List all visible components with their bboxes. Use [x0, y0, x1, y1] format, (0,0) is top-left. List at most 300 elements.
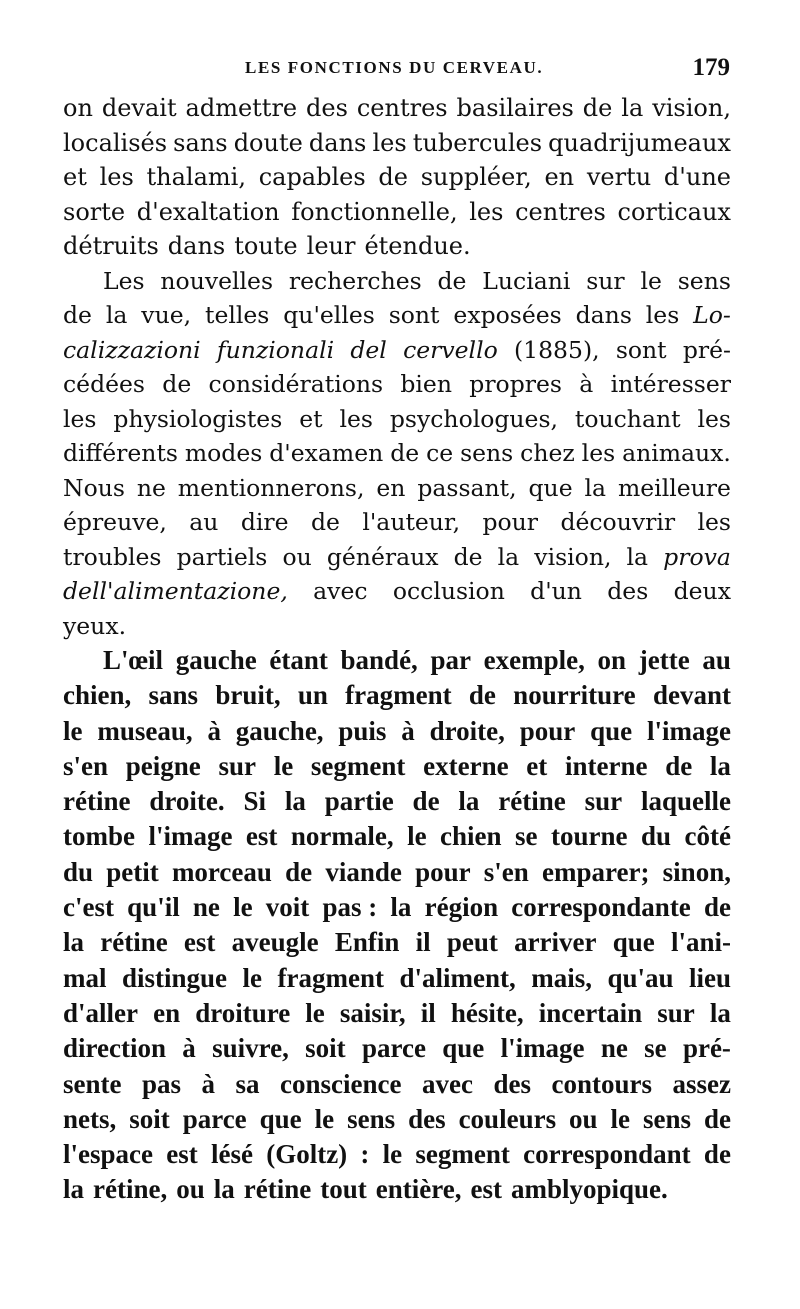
word: l'ani-	[670, 927, 731, 958]
word: le	[242, 962, 263, 993]
word: qu'elles	[283, 301, 375, 329]
word: recherches	[288, 266, 422, 295]
word: chien	[440, 821, 502, 852]
word: petit	[106, 856, 159, 887]
word: bandé,	[340, 645, 418, 675]
word: de	[703, 892, 731, 923]
word: exposées	[453, 301, 562, 329]
text-line	[63, 609, 731, 644]
word: dans	[575, 301, 632, 329]
word: distingue	[121, 962, 228, 993]
text-line	[63, 126, 731, 161]
word: mal	[63, 962, 107, 993]
word: avec	[313, 577, 368, 605]
word: admettre	[185, 94, 298, 122]
word: de	[63, 301, 92, 329]
word: la	[63, 927, 85, 958]
word: la	[105, 301, 128, 329]
word: des	[306, 94, 348, 122]
word: tout	[320, 1174, 367, 1205]
word: direction	[63, 1033, 166, 1064]
word: suppléer,	[420, 163, 532, 191]
text-line	[63, 1172, 731, 1207]
word: Si	[243, 786, 266, 817]
word: sur	[218, 750, 256, 781]
word: la	[709, 997, 731, 1028]
word: modes	[184, 439, 263, 467]
word: se	[515, 821, 538, 852]
word: ou	[282, 542, 312, 571]
text-line	[63, 961, 731, 996]
word: pas	[141, 1068, 182, 1099]
word: s'en	[63, 750, 109, 781]
word: les	[469, 197, 504, 226]
word: d'aller	[63, 997, 138, 1028]
word: tubercules	[412, 128, 543, 157]
word: par	[430, 645, 471, 675]
word: troubles	[63, 542, 162, 571]
word: et	[299, 404, 323, 433]
word: les	[697, 404, 731, 433]
word: fragment	[277, 962, 384, 993]
word: au	[702, 645, 731, 675]
word: tombe	[63, 821, 135, 852]
word: externe	[423, 750, 509, 781]
word: parce	[182, 1103, 247, 1134]
word: couleurs	[458, 1103, 557, 1134]
text-line	[63, 749, 731, 784]
italic-word: calizzazioni	[63, 335, 201, 364]
word: sur	[584, 786, 623, 817]
word: la	[458, 786, 480, 817]
italic-word: prova	[663, 542, 731, 571]
word: en	[376, 473, 406, 502]
word: on	[597, 645, 627, 675]
word: vertu	[586, 163, 652, 191]
word: gauche,	[235, 715, 324, 746]
word: la	[621, 94, 644, 122]
word: segment	[415, 1139, 510, 1170]
word: sorte	[63, 197, 126, 226]
word: la	[497, 542, 520, 571]
word: toute	[234, 232, 298, 260]
word: dans	[308, 128, 367, 157]
word: d'une	[663, 163, 731, 191]
word: sinon,	[662, 856, 731, 887]
word: meilleure	[617, 473, 731, 502]
word: de	[390, 439, 420, 467]
word: ou	[569, 1103, 598, 1134]
word: avec	[422, 1068, 473, 1099]
text-line	[63, 505, 731, 540]
word: rétine	[63, 786, 131, 817]
word: on	[63, 94, 93, 122]
word: localisés	[63, 128, 168, 157]
text-line	[63, 229, 731, 264]
word: les	[339, 404, 373, 433]
text-line	[63, 333, 731, 368]
word: généraux	[326, 542, 439, 571]
text-line	[63, 890, 731, 925]
word: vision,	[652, 94, 731, 122]
word: gauche	[175, 645, 257, 675]
word: sans	[173, 128, 228, 157]
word: de	[665, 750, 693, 781]
word: museau,	[97, 715, 193, 746]
word: s'en	[483, 856, 529, 887]
word: devant	[652, 680, 731, 711]
word: morceau	[171, 856, 272, 887]
text-line	[63, 643, 731, 678]
word: de	[310, 508, 340, 536]
word: ou	[176, 1174, 205, 1205]
word: peigne	[125, 750, 201, 781]
running-head	[0, 54, 800, 88]
word: est	[166, 1139, 198, 1170]
word: pour	[415, 856, 471, 887]
word: les	[372, 128, 407, 157]
italic-word: cervello	[403, 335, 498, 364]
word: telles	[205, 301, 270, 329]
word: sente	[63, 1068, 122, 1099]
word: est	[245, 821, 278, 852]
word: de	[285, 856, 313, 887]
word: les	[645, 301, 680, 329]
text-line	[63, 1067, 731, 1102]
word: aveugle	[231, 927, 319, 958]
word: le	[273, 750, 294, 781]
word: rétine	[100, 927, 168, 958]
text-line	[63, 436, 731, 471]
word: détruits	[63, 232, 159, 260]
word: ne	[192, 892, 220, 923]
text-line	[63, 925, 731, 960]
body-text	[63, 91, 731, 1208]
word: yeux.	[63, 611, 127, 640]
word: soit	[129, 1103, 170, 1134]
word: bruit,	[215, 680, 281, 711]
paragraph	[63, 264, 731, 644]
word: laquelle	[640, 786, 731, 817]
word: doute	[233, 128, 303, 157]
word: assez	[672, 1068, 731, 1099]
text-line	[63, 91, 731, 126]
word: droite.	[149, 786, 225, 817]
word: sans	[148, 680, 199, 711]
word: de	[412, 786, 440, 817]
word: droite,	[429, 715, 505, 746]
word: sens	[677, 266, 731, 295]
text-line	[63, 714, 731, 749]
word: rétine	[243, 1174, 312, 1205]
word: que	[442, 1033, 485, 1064]
word: de	[162, 370, 192, 398]
text-line	[63, 784, 731, 819]
word: physiologistes	[113, 404, 283, 433]
word: (Goltz)	[266, 1139, 348, 1170]
word: en	[153, 997, 181, 1028]
word: incertain	[538, 997, 643, 1028]
word: touchant	[574, 404, 681, 433]
word: à	[401, 715, 415, 746]
word: Enfin	[334, 927, 400, 958]
word: hésite,	[450, 997, 524, 1028]
word: à	[207, 715, 221, 746]
word: du	[640, 821, 671, 852]
word: à	[182, 1033, 196, 1064]
text-line	[63, 996, 731, 1031]
word: rétine,	[93, 1174, 168, 1205]
word: d'aliment,	[399, 962, 516, 993]
word: arriver	[514, 927, 597, 958]
text-line	[63, 1137, 731, 1172]
word: se	[644, 1033, 667, 1064]
word: pré-	[682, 1033, 731, 1064]
word: et	[63, 163, 87, 191]
word: nourriture	[513, 680, 636, 711]
word: deux	[673, 577, 731, 605]
word: que	[528, 473, 573, 502]
word: corticaux	[617, 197, 731, 226]
word: bien	[400, 370, 452, 398]
word: passant,	[417, 473, 517, 502]
word: que	[590, 715, 633, 746]
word: tourne	[550, 821, 628, 852]
text-line	[63, 298, 731, 333]
word: ne	[600, 1033, 628, 1064]
word: ce	[426, 439, 454, 467]
page-number: 179	[692, 54, 730, 81]
word: sens	[460, 439, 514, 467]
word: découvrir	[560, 508, 676, 536]
word: des	[408, 1103, 446, 1134]
word: sens	[643, 1103, 692, 1134]
word: dans	[167, 232, 226, 260]
word: l'espace	[63, 1139, 153, 1170]
word: étendue.	[364, 232, 471, 260]
word: fonctionnelle,	[291, 197, 458, 226]
word: le	[305, 997, 325, 1028]
word: chez	[520, 439, 575, 467]
text-line	[63, 1102, 731, 1137]
word: sont	[615, 335, 667, 364]
word: la	[584, 473, 607, 502]
word: puis	[338, 715, 387, 746]
word: contours	[551, 1068, 652, 1099]
word: la	[213, 1174, 235, 1205]
word: pour	[482, 508, 539, 536]
text-line	[63, 160, 731, 195]
text-line	[63, 1031, 731, 1066]
word: étant	[269, 645, 328, 675]
word: capables	[258, 163, 366, 191]
word: un	[297, 680, 328, 711]
word: de	[703, 1139, 731, 1170]
text-line	[63, 574, 731, 609]
word: suivre,	[212, 1033, 289, 1064]
word: le	[233, 892, 253, 923]
text-line	[63, 540, 731, 575]
word: intéresser	[610, 370, 731, 398]
word: l'auteur,	[362, 508, 461, 536]
word: le	[407, 821, 427, 852]
word: centres	[515, 197, 606, 226]
word: que	[259, 1103, 302, 1134]
word: les	[99, 163, 134, 191]
word: est	[183, 927, 216, 958]
word: mentionnerons,	[177, 473, 365, 502]
word: sont	[388, 301, 440, 329]
text-line	[63, 264, 731, 299]
word: côté	[684, 821, 731, 852]
word: vision,	[534, 542, 612, 571]
word: normale,	[290, 821, 394, 852]
word: le	[314, 1103, 335, 1134]
word: partie	[324, 786, 394, 817]
word: sur	[657, 997, 695, 1028]
word: Nous	[63, 473, 125, 502]
word: L'œil	[103, 645, 164, 675]
word: le	[610, 1103, 631, 1134]
word: le	[63, 715, 83, 746]
word: l'image	[148, 821, 233, 852]
word: mais,	[531, 962, 592, 993]
italic-word: dell'alimentazione,	[63, 577, 288, 605]
word: Les	[103, 266, 145, 295]
word: des	[607, 577, 649, 605]
word: d'exaltation	[136, 197, 280, 226]
word: les	[697, 508, 731, 536]
word: quadrijumeaux	[548, 128, 731, 157]
word: qu'il	[127, 892, 180, 923]
word: voit	[265, 892, 310, 923]
text-line	[63, 819, 731, 854]
word: considérations	[208, 370, 384, 398]
word: fragment	[345, 680, 452, 711]
word: épreuve,	[63, 508, 167, 536]
paragraph	[63, 91, 731, 264]
word: il	[415, 927, 431, 958]
word: jette	[638, 645, 690, 675]
word: au	[189, 508, 219, 536]
paragraph	[63, 643, 731, 1208]
word: rétine	[498, 786, 566, 817]
word: le	[640, 266, 662, 295]
text-line	[63, 471, 731, 506]
word: Luciani	[482, 266, 571, 295]
word: la	[626, 542, 649, 571]
word: basilaires	[456, 94, 574, 122]
text-line	[63, 678, 731, 713]
word: de	[704, 1103, 731, 1134]
word: propres	[469, 370, 562, 398]
word: nouvelles	[160, 266, 274, 295]
word: différents	[63, 439, 178, 467]
word: exemple,	[483, 645, 585, 675]
word: pré-	[682, 335, 731, 364]
word: parce	[361, 1033, 426, 1064]
word: en	[544, 163, 575, 191]
word: l'image	[500, 1033, 585, 1064]
word: lésé	[210, 1139, 253, 1170]
word: des	[493, 1068, 531, 1099]
word: partiels	[176, 542, 268, 571]
word: cédées	[63, 370, 145, 398]
word: nets,	[63, 1103, 117, 1134]
word: leur	[306, 232, 356, 260]
word: dire	[240, 508, 289, 536]
word: occlusion	[392, 577, 505, 605]
word: qu'au	[607, 962, 674, 993]
word: c'est	[63, 892, 114, 923]
word: la	[284, 786, 306, 817]
word: la	[63, 1174, 85, 1205]
word: segment	[310, 750, 406, 781]
word: interne	[565, 750, 648, 781]
word: correspondante	[511, 892, 691, 923]
word: correspondant	[523, 1139, 691, 1170]
word: soit	[305, 1033, 346, 1064]
text-line	[63, 855, 731, 890]
word: de	[437, 266, 467, 295]
word: animaux.	[622, 439, 731, 467]
word: l'image	[646, 715, 731, 746]
word: la	[709, 750, 731, 781]
word: que	[612, 927, 655, 958]
word: psychologues,	[389, 404, 558, 433]
word: chien,	[63, 680, 132, 711]
text-line	[63, 367, 731, 402]
word: peut	[446, 927, 498, 958]
word: ne	[136, 473, 166, 502]
word: du	[63, 856, 94, 887]
word: droiture	[195, 997, 291, 1028]
word: thalami,	[146, 163, 246, 191]
word: d'un	[530, 577, 582, 605]
word: sur	[586, 266, 625, 295]
word: de	[453, 542, 483, 571]
word: pour	[519, 715, 576, 746]
word: il	[420, 997, 436, 1028]
word: saisir,	[339, 997, 406, 1028]
word: conscience	[280, 1068, 402, 1099]
word: centres	[356, 94, 448, 122]
word: les	[581, 439, 616, 467]
word: de	[378, 163, 408, 191]
word: devait	[101, 94, 177, 122]
word: le	[382, 1139, 403, 1170]
word: d'examen	[269, 439, 384, 467]
italic-word: Lo-	[693, 301, 731, 329]
word: les	[63, 404, 97, 433]
word: :	[360, 1139, 370, 1170]
word: amblyopique.	[510, 1174, 668, 1205]
running-title: LES FONCTIONS DU CERVEAU.	[245, 58, 544, 77]
word: (1885),	[513, 335, 600, 364]
word: est	[470, 1174, 502, 1205]
word: et	[526, 750, 548, 781]
text-line	[63, 195, 731, 230]
word: lieu	[688, 962, 731, 993]
word: la	[390, 892, 412, 923]
word: pas :	[322, 892, 378, 923]
italic-word: del	[350, 335, 387, 364]
word: de	[582, 94, 613, 122]
word: emparer;	[542, 856, 650, 887]
word: entière,	[375, 1174, 462, 1205]
word: vue,	[141, 301, 192, 329]
word: viande	[325, 856, 402, 887]
